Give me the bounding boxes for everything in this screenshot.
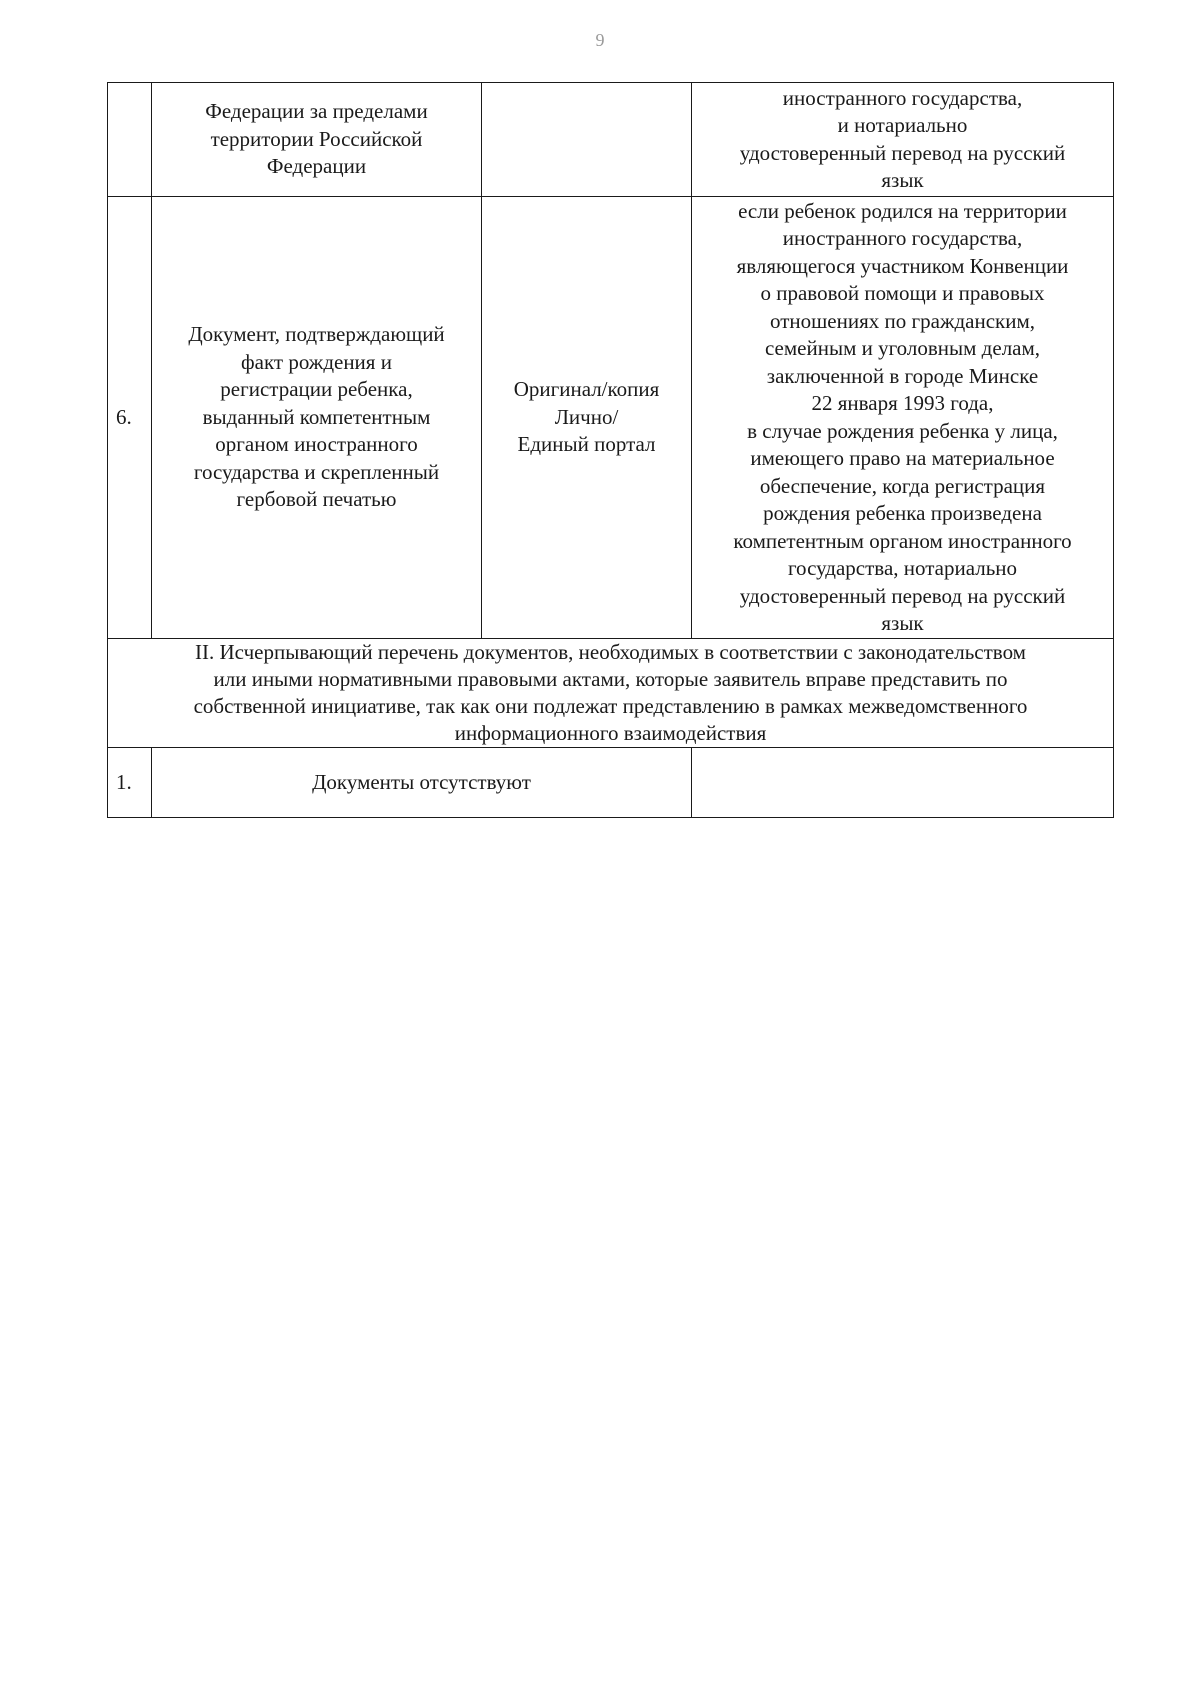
- document-name: Документы отсутствуют: [312, 769, 531, 794]
- table-row-6: [108, 197, 1114, 639]
- note-cell: [692, 197, 1114, 639]
- row-number: 6.: [116, 404, 132, 429]
- documents-table: [107, 82, 1114, 818]
- document-note: иностранного государства, и нотариально удостоверенный перевод на русский язык: [739, 85, 1066, 192]
- document-cell: [152, 83, 482, 197]
- document-cell: [152, 748, 692, 818]
- document-cell: [152, 197, 482, 639]
- table-row-continued: [108, 83, 1114, 197]
- row-number-cell: [108, 197, 152, 639]
- table-row-1: [108, 748, 1114, 818]
- document-note: если ребенок родился на территории иностранного государства, являющегося участником Конвенции о правовой помощи и правовых отношениях по гражданским, семейным и уголовным делам, заключенной в городе Минске 22 января 1993 года, в случае рождения ребенка у лица, имеющего право на материальное обеспечение, когда регистрация рождения ребенка произведена компетентным органом иностранного государства, нотариально удостоверенный перевод на русский язык: [733, 198, 1072, 635]
- form-cell: [482, 83, 692, 197]
- row-number: 1.: [116, 769, 132, 794]
- note-cell: [692, 748, 1114, 818]
- document-name: Федерации за пределами территории Российской Федерации: [205, 99, 428, 179]
- form-cell: [482, 197, 692, 639]
- section-header-row: [108, 639, 1114, 748]
- submission-form: Оригинал/копия Лично/ Единый портал: [513, 377, 660, 457]
- section-title: II. Исчерпывающий перечень документов, необходимых в соответствии с законодательством или иными нормативными правовыми актами, которые заявитель вправе представить по собственной инициативе, так как они подлежат представлению в рамках межведомственного информационного взаимодействия: [193, 640, 1028, 745]
- row-number-cell: [108, 83, 152, 197]
- section-header-cell: [108, 639, 1114, 748]
- page-number: 9: [595, 30, 605, 50]
- note-cell: [692, 83, 1114, 197]
- row-number-cell: [108, 748, 152, 818]
- document-name: Документ, подтверждающий факт рождения и регистрации ребенка, выданный компетентным органом иностранного государства и скрепленный гербовой печатью: [188, 322, 445, 512]
